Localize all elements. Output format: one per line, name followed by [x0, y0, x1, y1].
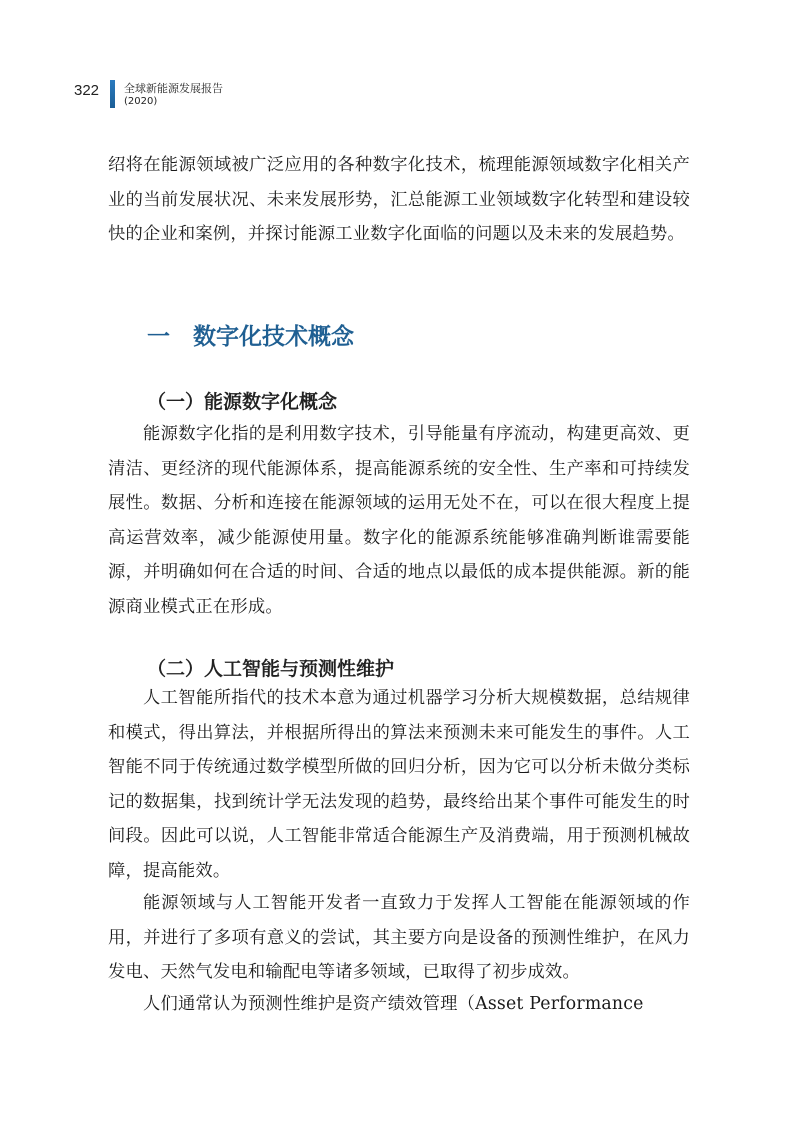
running-title-year: (2020): [124, 96, 158, 107]
subsection-2-paragraph-3: 人们通常认为预测性维护是资产绩效管理（Asset Performance: [143, 994, 644, 1014]
subsection-heading-2: （二）人工智能与预测性维护: [147, 658, 395, 680]
page-number: 322: [74, 82, 100, 99]
intro-paragraph: 绍将在能源领域被广泛应用的各种数字化技术，梳理能源领域数字化相关产业的当前发展状况、未来发展形势，汇总能源工业领域数字化转型和建设较快的企业和案例，并探讨能源工业数字化面临的问题以及未来的发展趋势。: [108, 155, 690, 244]
header-accent-bar: [110, 80, 115, 108]
subsection-heading-1: （一）能源数字化概念: [147, 391, 338, 413]
subsection-1-paragraph: 能源数字化指的是利用数字技术，引导能量有序流动，构建更高效、更清洁、更经济的现代能源体系，提高能源系统的安全性、生产率和可持续发展性。数据、分析和连接在能源领域的运用无处不在，可以在很大程度上提高运营效率，减少能源使用量。数字化的能源系统能够准确判断谁需要能源，并明确如何在合适的时间、合适的地点以最低的成本提供能源。新的能源商业模式正在形成。: [108, 424, 690, 617]
subsection-2-paragraph-2: 能源领域与人工智能开发者一直致力于发挥人工智能在能源领域的作用，并进行了多项有意义的尝试，其主要方向是设备的预测性维护，在风力发电、天然气发电和输配电等诸多领域，已取得了初步成效。: [108, 893, 690, 982]
subsection-2-paragraph-1: 人工智能所指代的技术本意为通过机器学习分析大规模数据，总结规律和模式，得出算法，并根据所得出的算法来预测未来可能发生的事件。人工智能不同于传统通过数学模型所做的回归分析，因为它可以分析未做分类标记的数据集，找到统计学无法发现的趋势，最终给出某个事件可能发生的时间段。因此可以说，人工智能非常适合能源生产及消费端，用于预测机械故障，提高能效。: [108, 688, 690, 881]
section-number: 一: [147, 324, 170, 350]
section-heading: [147, 318, 354, 351]
running-title: 全球新能源发展报告: [124, 82, 223, 95]
section-title: 数字化技术概念: [193, 324, 354, 350]
